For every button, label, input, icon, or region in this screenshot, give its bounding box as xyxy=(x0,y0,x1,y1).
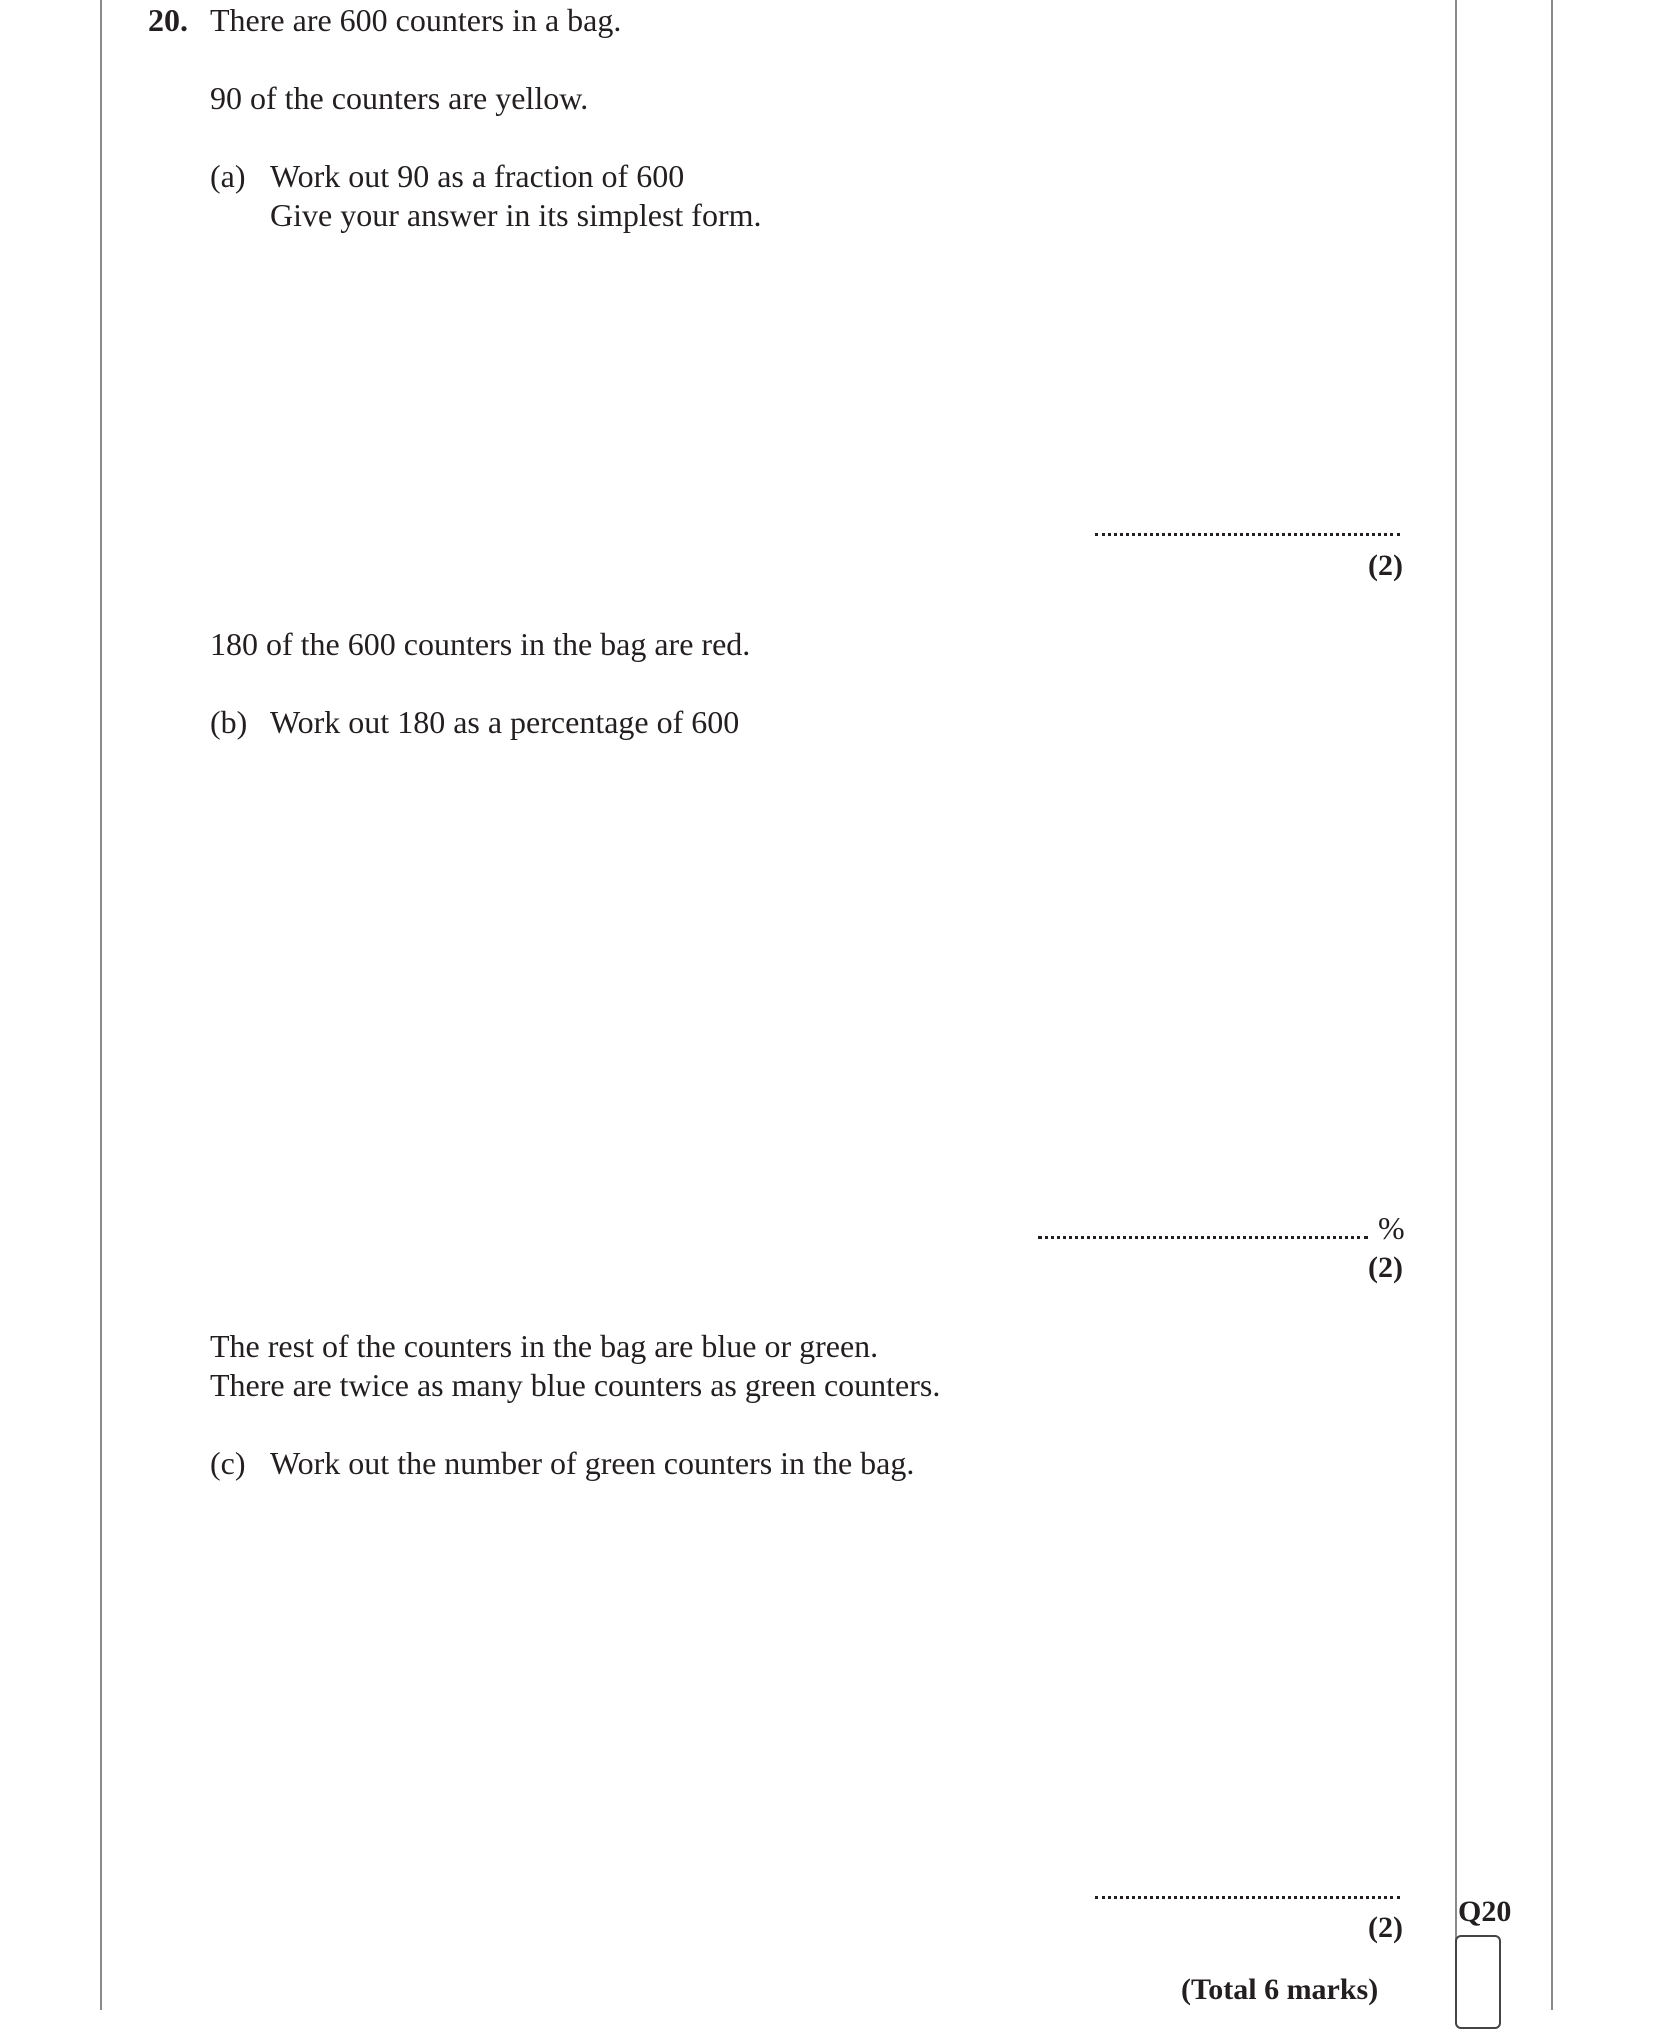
part-b-percent-unit: % xyxy=(1378,1210,1405,1246)
part-b-line1: Work out 180 as a percentage of 600 xyxy=(270,704,740,740)
part-b-marks: (2) xyxy=(1368,1251,1403,1284)
left-border-line xyxy=(100,0,102,2010)
yellow-statement: 90 of the counters are yellow. xyxy=(210,80,589,116)
red-statement: 180 of the 600 counters in the bag are red. xyxy=(210,626,751,662)
part-a-label: (a) xyxy=(210,158,246,194)
rest-line-2: There are twice as many blue counters as green counters. xyxy=(210,1367,941,1403)
margin-marks-box xyxy=(1455,1935,1501,2029)
part-c-line1: Work out the number of green counters in the bag. xyxy=(270,1445,915,1481)
question-number: 20. xyxy=(148,2,188,38)
part-a-marks: (2) xyxy=(1368,549,1403,582)
part-a-line1: Work out 90 as a fraction of 600 xyxy=(270,158,685,194)
total-marks: (Total 6 marks) xyxy=(1181,1973,1379,2006)
margin-edge-line xyxy=(1551,0,1553,2010)
margin-question-label: Q20 xyxy=(1458,1895,1512,1928)
part-c-marks: (2) xyxy=(1368,1911,1403,1944)
rest-line-1: The rest of the counters in the bag are blue or green. xyxy=(210,1328,879,1364)
part-b-answer-line[interactable] xyxy=(1038,1236,1368,1239)
right-border-line xyxy=(1455,0,1457,2010)
part-c-answer-line[interactable] xyxy=(1095,1896,1400,1899)
part-c-label: (c) xyxy=(210,1445,246,1481)
question-intro: There are 600 counters in a bag. xyxy=(210,2,622,38)
part-a-answer-line[interactable] xyxy=(1095,533,1400,536)
part-a-line2: Give your answer in its simplest form. xyxy=(270,197,762,233)
part-b-label: (b) xyxy=(210,704,248,740)
